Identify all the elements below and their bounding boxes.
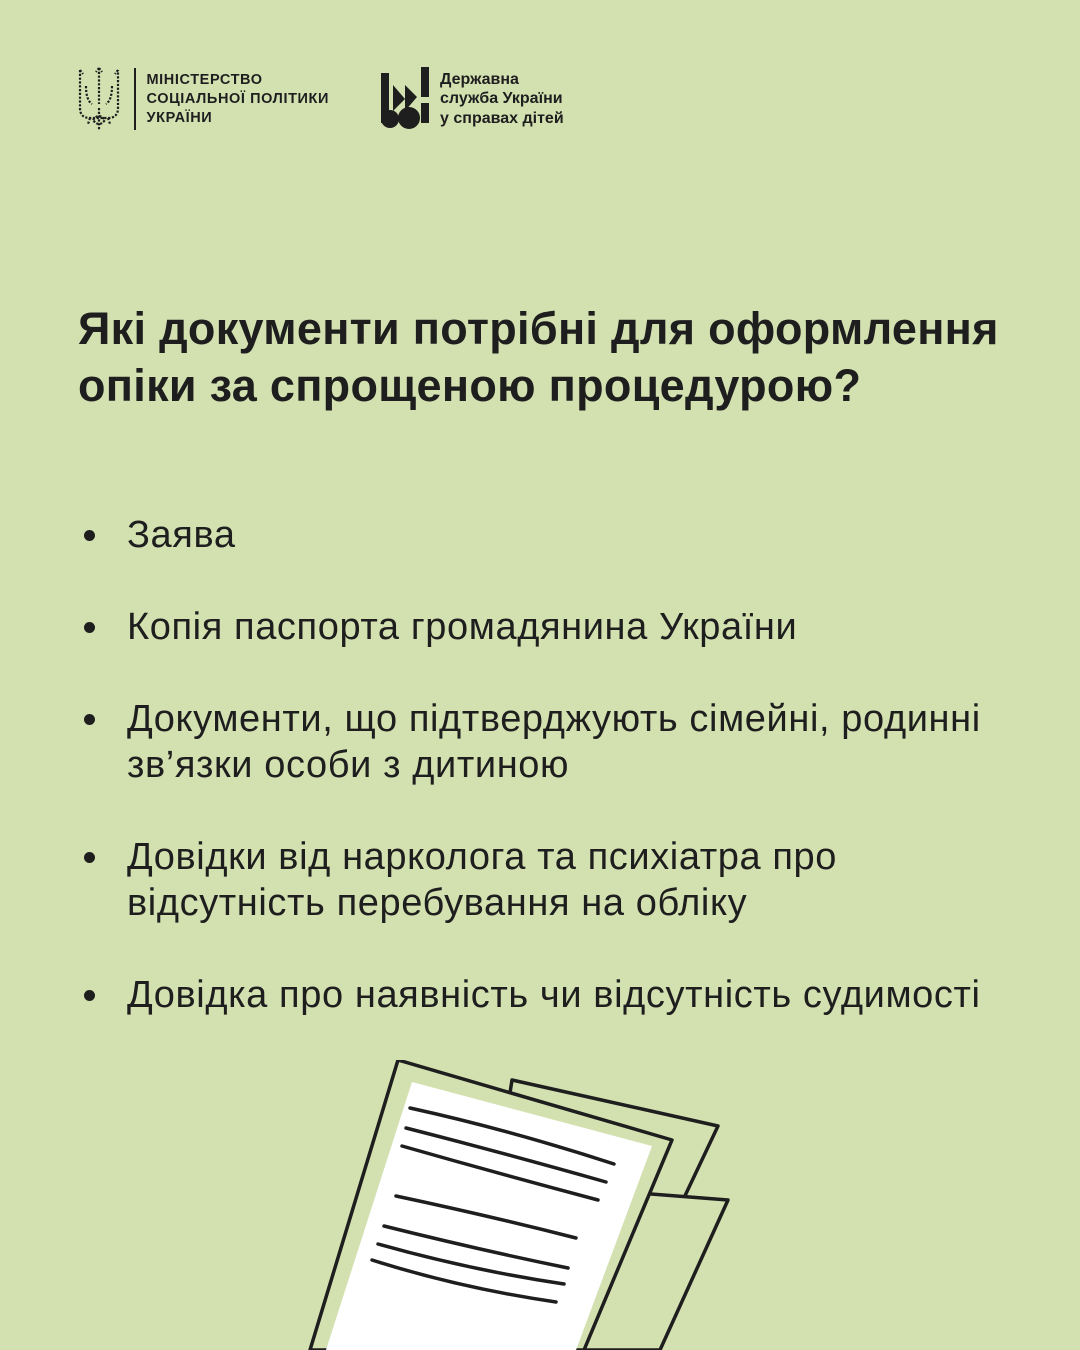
documents-list (80, 512, 1040, 1064)
list-item (80, 972, 1040, 1018)
header-logos (76, 64, 564, 134)
list-item-text: Документи, що підтверджують сімейні, родинні зв’язки особи з дитиною (127, 698, 981, 786)
bullet-icon (84, 530, 95, 541)
ministry-logo (76, 64, 329, 134)
agency-name-line: у справах дітей (440, 109, 564, 127)
bullet-icon (84, 622, 95, 633)
ministry-name-line: УКРАЇНИ (146, 109, 213, 126)
ministry-name-line: МІНІСТЕРСТВО (146, 71, 263, 88)
bullet-icon (84, 852, 95, 863)
ministry-name-line: СОЦІАЛЬНОЇ ПОЛІТИКИ (146, 90, 330, 107)
bullet-icon (84, 714, 95, 725)
documents-stack-icon (300, 1060, 740, 1350)
list-item-text: Заява (127, 514, 236, 556)
trident-icon (76, 64, 122, 134)
page-title: Які документи потрібні для оформлення опіки за спрощеною процедурою? (78, 303, 999, 411)
agency-name-line: Державна (440, 70, 519, 88)
agency-name-line: служба України (440, 90, 563, 108)
list-item (80, 696, 1040, 788)
list-item (80, 834, 1040, 926)
list-item-text: Довідка про наявність чи відсутність судимості (127, 974, 981, 1016)
agency-logo (381, 67, 564, 131)
ministry-name (147, 71, 330, 128)
list-item (80, 512, 1040, 558)
bullet-icon (84, 990, 95, 1001)
list-item (80, 604, 1040, 650)
logo-divider (134, 68, 136, 130)
list-item-text: Довідки від нарколога та психіатра про відсутність перебування на обліку (127, 836, 838, 924)
agency-name (440, 70, 564, 129)
list-item-text: Копія паспорта громадянина України (127, 606, 798, 648)
agency-emblem-icon (381, 67, 429, 131)
